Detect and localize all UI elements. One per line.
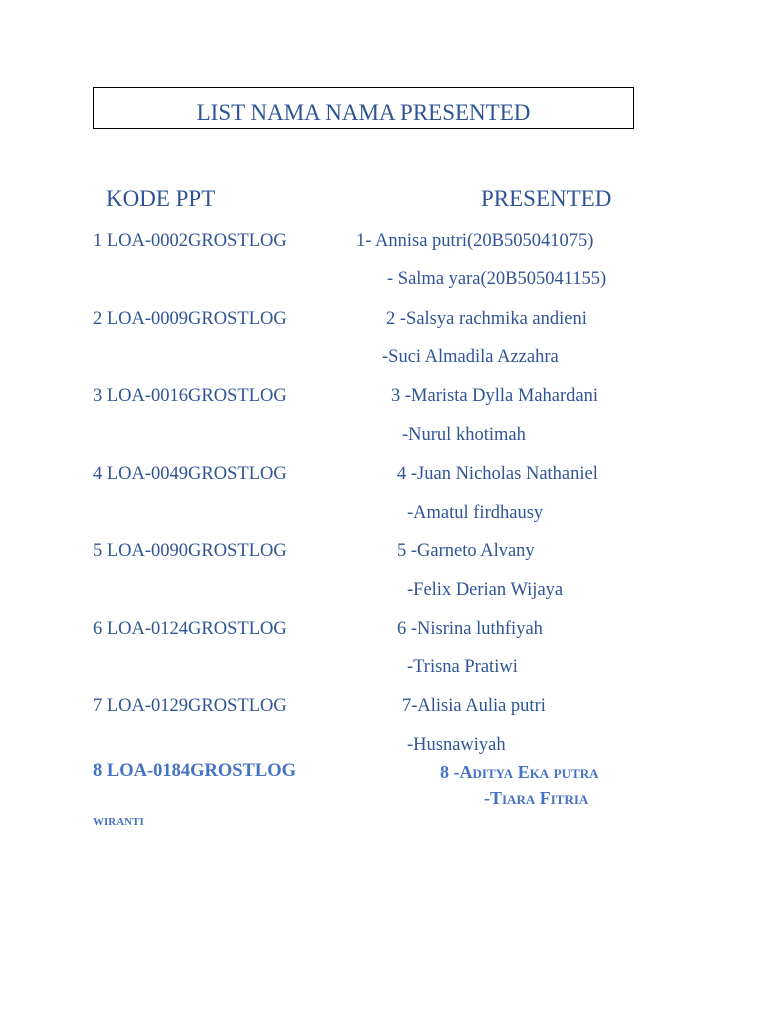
row-7-presenter-2: -Husnawiyah (407, 735, 506, 755)
row-3-presenter-1: 3 -Marista Dylla Mahardani (391, 386, 599, 406)
row-6-code: 6 LOA-0124GROSTLOG (93, 619, 287, 639)
row-7-code: 7 LOA-0129GROSTLOG (93, 696, 287, 716)
row-5-presenter-2: -Felix Derian Wijaya (407, 580, 564, 600)
row-5-presenter-1: 5 -Garneto Alvany (397, 541, 535, 561)
row-1-presenter-1: 1- Annisa putri(20B505041075) (356, 231, 594, 251)
row-6-presenter-1: 6 -Nisrina luthfiyah (397, 619, 543, 639)
row-6-presenter-2: -Trisna Pratiwi (407, 657, 518, 677)
header-presented: PRESENTED (481, 186, 612, 211)
row-8-code: 8 LOA-0184GROSTLOG (93, 761, 297, 781)
row-8-presenter-2-continued: wiranti (93, 812, 144, 829)
row-2-presenter-1: 2 -Salsya rachmika andieni (386, 309, 587, 329)
row-2-code: 2 LOA-0009GROSTLOG (93, 309, 287, 329)
header-kode-ppt: KODE PPT (106, 186, 216, 211)
row-1-presenter-2: - Salma yara(20B505041155) (387, 269, 607, 289)
row-3-presenter-2: -Nurul khotimah (402, 425, 526, 445)
row-7-presenter-1: 7-Alisia Aulia putri (402, 696, 546, 716)
row-2-presenter-2: -Suci Almadila Azzahra (382, 347, 559, 367)
row-8-presenter-1: 8 -Aditya Eka putra (440, 762, 599, 782)
row-4-code: 4 LOA-0049GROSTLOG (93, 464, 287, 484)
row-5-code: 5 LOA-0090GROSTLOG (93, 541, 287, 561)
row-8-presenter-2: -Tiara Fitria (484, 788, 589, 808)
row-4-presenter-2: -Amatul firdhausy (407, 503, 544, 523)
page-title: LIST NAMA NAMA PRESENTED (196, 100, 531, 125)
row-3-code: 3 LOA-0016GROSTLOG (93, 386, 287, 406)
title-box (93, 87, 634, 129)
row-1-code: 1 LOA-0002GROSTLOG (93, 231, 287, 251)
row-4-presenter-1: 4 -Juan Nicholas Nathaniel (397, 464, 598, 484)
